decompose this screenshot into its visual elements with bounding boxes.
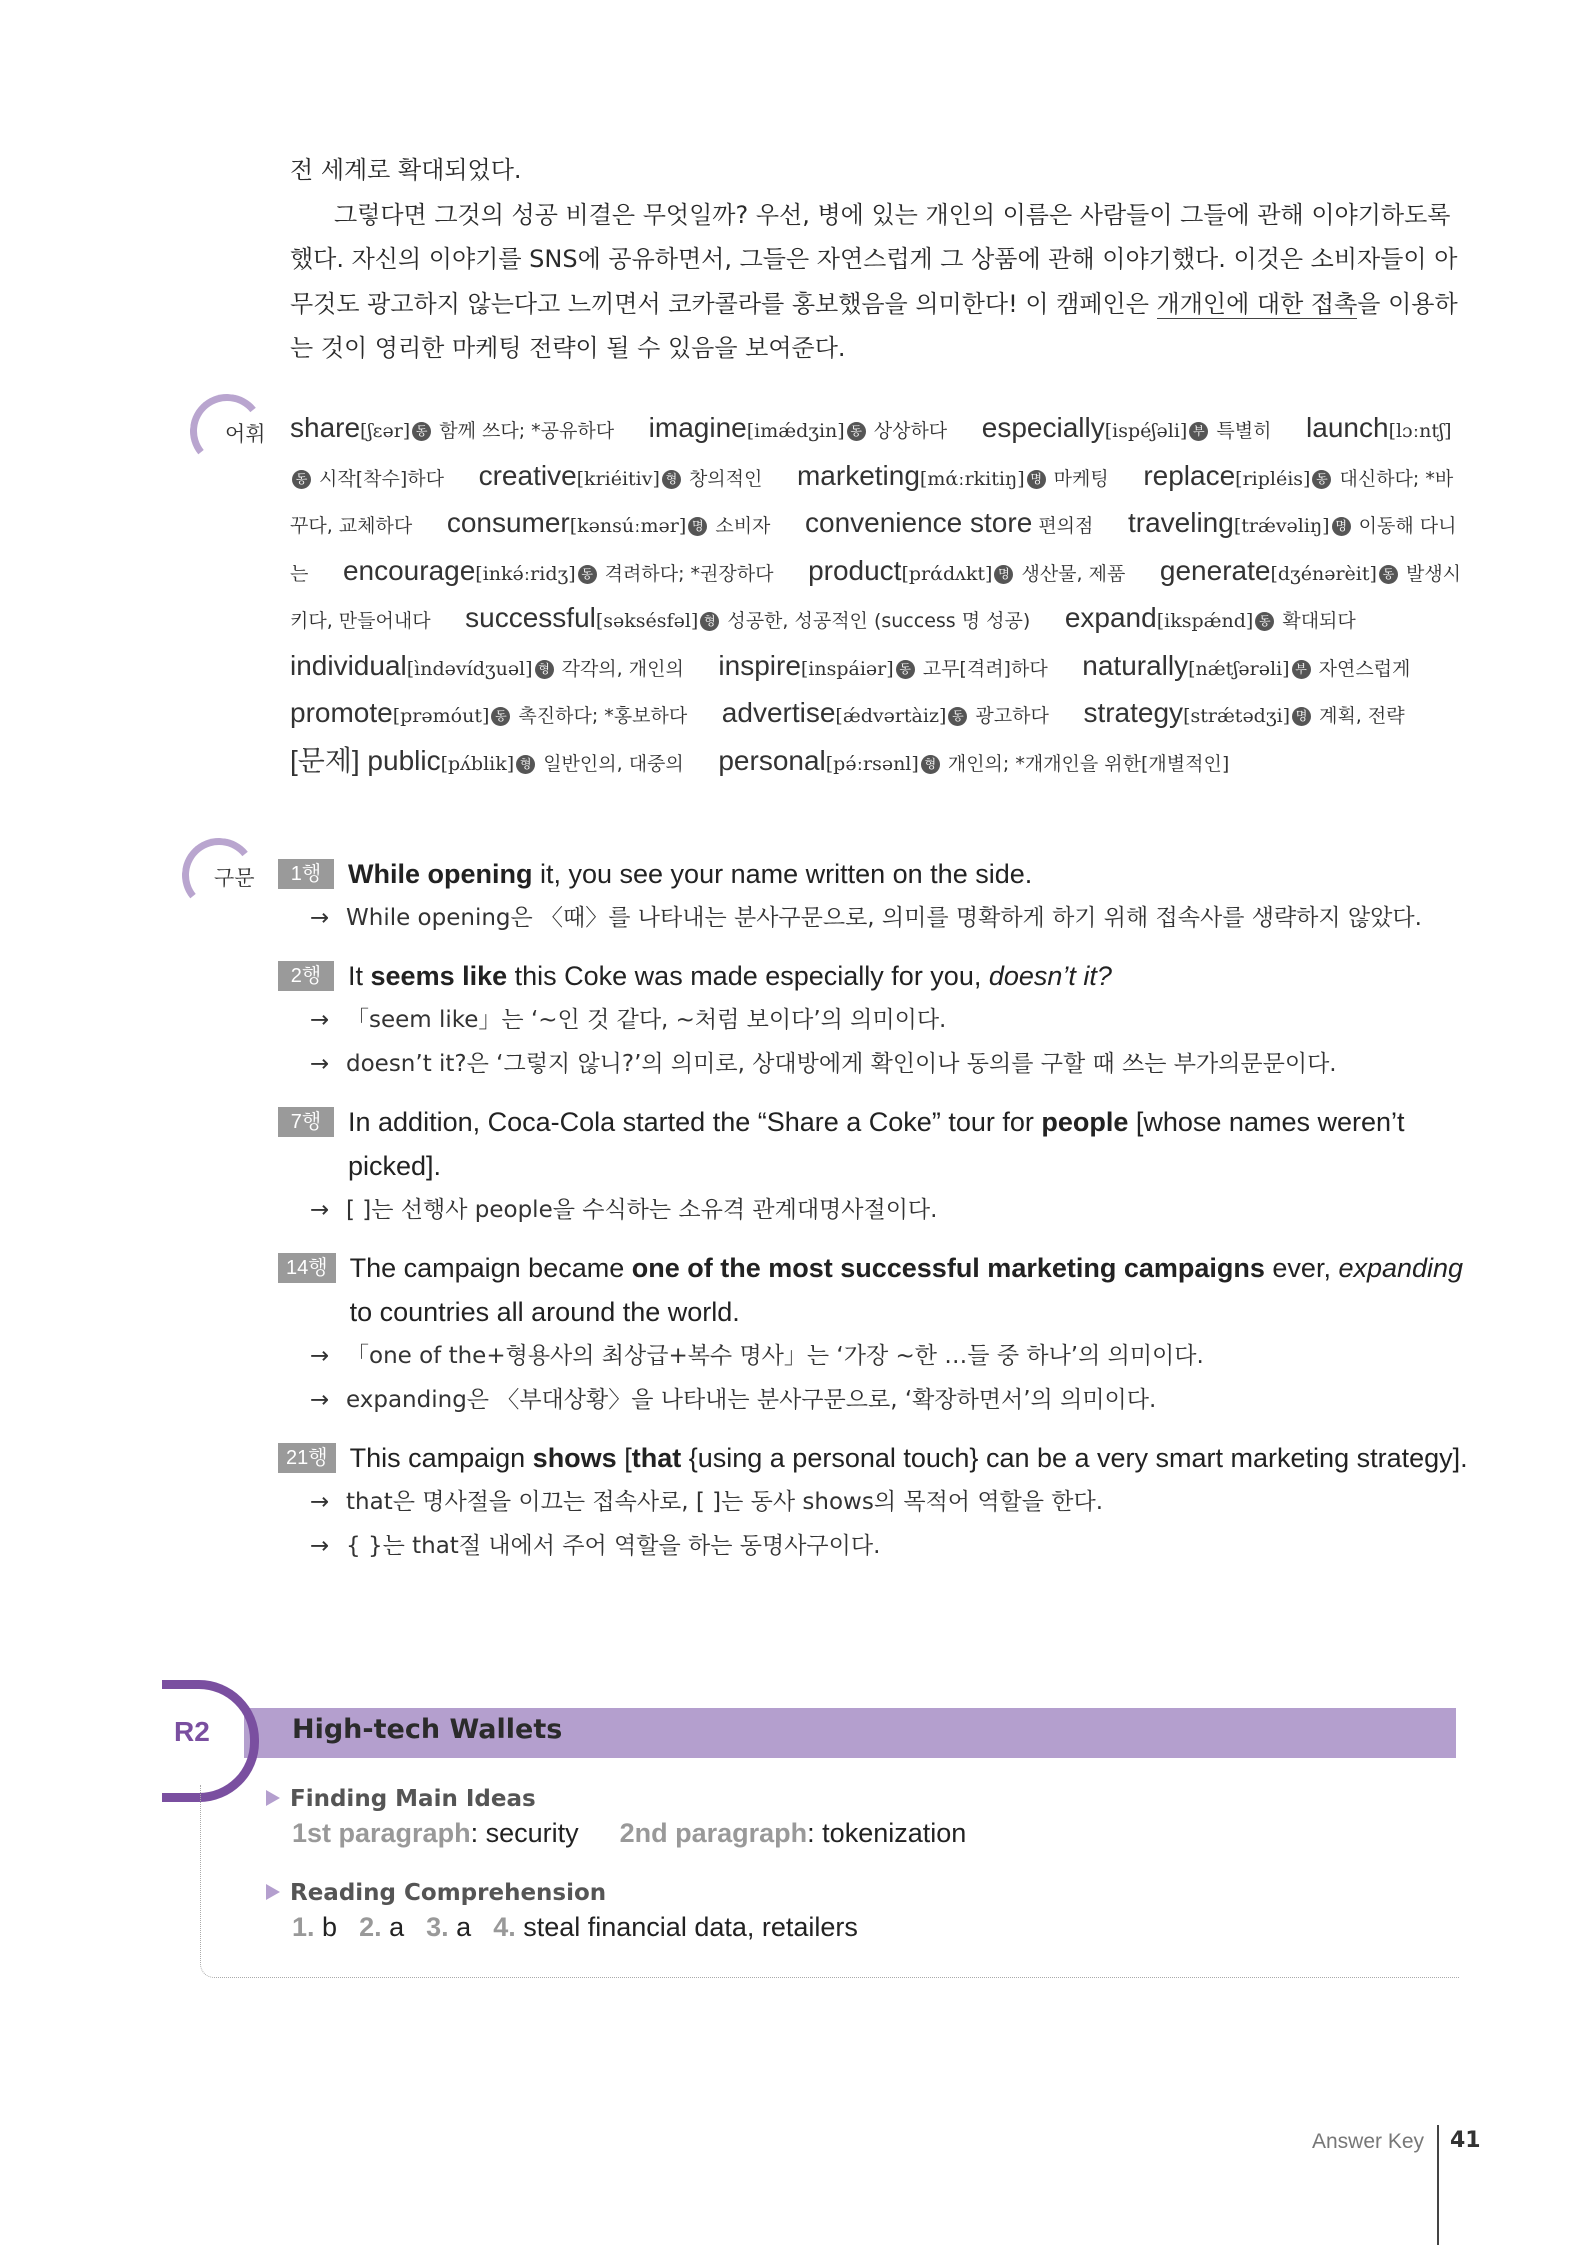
sentence-segment: In addition, Coca-Cola started the “Share a Coke” tour for — [348, 1107, 1042, 1137]
intro-text-b: 을 이용하는 것이 영리한 마케팅 전략이 될 수 있음을 보여준다. — [290, 289, 1458, 362]
vocab-word: strategy — [1083, 697, 1184, 728]
structure-block — [278, 852, 1478, 940]
reading-answers — [266, 1912, 880, 1943]
vocab-meaning: 계획, 전략 — [1313, 705, 1405, 727]
part-of-speech-badge: 동 — [491, 707, 510, 726]
line-number-badge: 2행 — [278, 961, 334, 991]
structure-sentence-row — [278, 1246, 1478, 1334]
vocab-pronunciation: [imǽdʒin] — [746, 420, 845, 442]
sentence-segment: It — [348, 961, 371, 991]
vocab-meaning: 특별히 — [1210, 420, 1272, 442]
part-of-speech-badge: 명 — [1292, 707, 1311, 726]
vocab-word: generate — [1159, 554, 1271, 586]
vocab-pronunciation: [ripléis] — [1235, 467, 1311, 490]
structure-note-text: { }는 that절 내에서 주어 역할을 하는 동명사구이다. — [346, 1533, 881, 1559]
vocab-word: individual — [290, 649, 407, 681]
vocab-item — [718, 746, 1229, 777]
part-of-speech-badge: 부 — [1189, 422, 1208, 441]
vocab-word: creative — [478, 459, 577, 491]
structure-note-text: that은 명사절을 이끄는 접속사로, [ ]는 동사 shows의 목적어 역할을 한다. — [346, 1489, 1104, 1515]
vocab-meaning: 확대되다 — [1276, 610, 1356, 632]
vocab-pronunciation: [pʌ́blik] — [440, 752, 515, 775]
vocab-item — [290, 413, 614, 444]
footer-divider — [1437, 2125, 1439, 2245]
arrow-icon: → — [310, 1051, 330, 1077]
part-of-speech-badge: 부 — [1292, 660, 1311, 679]
vocab-item — [465, 603, 1030, 634]
vocab-meaning: 격려하다; *권장하다 — [598, 562, 774, 585]
vocab-item — [343, 556, 774, 587]
vocab-pronunciation: [ispéʃəli] — [1104, 420, 1188, 442]
answer-value: a — [389, 1912, 405, 1942]
answer-number: 4. — [493, 1912, 524, 1942]
p2-label: 2nd paragraph — [619, 1818, 808, 1848]
vocab-word: share — [290, 412, 361, 443]
arrow-icon: → — [310, 1489, 330, 1515]
vocab-word: naturally — [1082, 649, 1189, 681]
structure-sentence-row — [278, 954, 1478, 998]
structure-note — [278, 1042, 1478, 1086]
example-sentence — [350, 1246, 1478, 1334]
vocab-item — [808, 556, 1125, 587]
triangle-bullet-icon — [266, 1790, 280, 1806]
reading-heading: Reading Comprehension — [290, 1880, 607, 1906]
vocab-pronunciation: [ǽdvərtàiz] — [835, 705, 947, 727]
vocab-meaning: 성공한, 성공적인 (success 명 성공) — [721, 610, 1031, 632]
page-number: 41 — [1450, 2128, 1481, 2153]
sentence-segment: seems like — [370, 961, 508, 991]
footer-answer-key: Answer Key — [1312, 2130, 1425, 2153]
part-of-speech-badge: 형 — [921, 755, 940, 774]
vocab-meaning: 자연스럽게 — [1312, 657, 1411, 680]
vocab-meaning: 마케팅 — [1047, 467, 1109, 490]
structure-note — [278, 896, 1478, 940]
intro-paragraph — [290, 148, 1470, 371]
vocab-pronunciation: [kənsúːmər] — [569, 515, 687, 537]
vocab-item — [797, 461, 1109, 492]
sentence-segment: This campaign — [349, 1443, 533, 1473]
vocab-meaning: 발생시키다, 만들어내다 — [290, 562, 1462, 632]
reading-comprehension — [266, 1880, 880, 1943]
answer-number: 1. — [292, 1912, 323, 1942]
part-of-speech-badge: 명 — [1332, 517, 1351, 536]
answer-item — [493, 1912, 858, 1942]
intro-paragraph-2 — [290, 193, 1470, 371]
vocab-word: marketing — [796, 459, 920, 491]
answer-value: steal financial data, retailers — [523, 1912, 858, 1942]
part-of-speech-badge: 명 — [1027, 470, 1046, 489]
structure-sentence-row — [278, 1100, 1478, 1188]
vocab-word: personal — [718, 744, 826, 776]
vocab-word: consumer — [446, 507, 570, 538]
structure-note — [278, 1524, 1478, 1568]
sentence-segment: one of the most successful marketing campaigns — [631, 1253, 1265, 1283]
sentence-segment: expanding — [1338, 1253, 1464, 1283]
vocab-item — [290, 651, 684, 682]
answer-number: 2. — [359, 1912, 390, 1942]
vocab-item — [290, 698, 687, 729]
p2-value: : tokenization — [807, 1818, 967, 1848]
answer-value: b — [322, 1912, 338, 1942]
structure-block — [278, 1246, 1478, 1422]
finding-heading-row — [266, 1786, 966, 1812]
vocab-word: advertise — [721, 697, 836, 728]
vocab-pronunciation: [ìndəvídʒuəl] — [406, 657, 533, 680]
structure-note — [278, 1480, 1478, 1524]
vocab-word: replace — [1143, 459, 1236, 491]
part-of-speech-badge: 동 — [948, 707, 967, 726]
arrow-icon: → — [310, 1533, 330, 1559]
sentence-segment: that — [631, 1443, 682, 1473]
sentence-segment: [whose names weren’t picked]. — [348, 1107, 1405, 1181]
vocab-meaning: 각각의, 개인의 — [555, 657, 684, 680]
vocab-word: launch — [1306, 412, 1389, 443]
vocab-pronunciation: [strǽtədʒi] — [1183, 705, 1291, 727]
vocab-pronunciation: [prάdʌkt] — [901, 562, 993, 585]
answer-number: 3. — [426, 1912, 457, 1942]
structure-note-text: doesn’t it?은 ‘그렇지 않니?’의 의미로, 상대방에게 확인이나 동의를 구할 때 쓰는 부가의문문이다. — [346, 1051, 1337, 1077]
vocab-meaning: 창의적인 — [682, 467, 763, 490]
part-of-speech-badge: 명 — [688, 517, 707, 536]
sentence-segment: [ — [616, 1443, 632, 1473]
vocab-item — [447, 508, 771, 539]
intro-text-a: 그렇다면 그것의 성공 비결은 무엇일까? 우선, 병에 있는 개인의 이름은 사람들이 그들에 관해 이야기하도록 했다. 자신의 이야기를 SNS에 공유하면서, 그들은 자연스럽게 그 상품에 관해 이야기했다. 이것은 소비자들이 아무것도 광고하지 않는다고 느끼면서 코카콜라를 홍보했음을 의미한다! 이 캠페인은 — [290, 200, 1458, 318]
vocab-meaning: 개인의; *개개인을 위한[개별적인] — [941, 752, 1230, 775]
part-of-speech-badge: 동 — [847, 422, 866, 441]
vocab-item — [479, 461, 763, 492]
vocab-section-label: 어휘 — [225, 422, 266, 446]
vocab-pronunciation: [trǽvəliŋ] — [1233, 515, 1330, 537]
answer-item — [292, 1912, 337, 1942]
part-of-speech-badge: 형 — [516, 755, 535, 774]
line-number-badge: 21행 — [278, 1443, 336, 1473]
vocab-item — [1082, 651, 1410, 682]
p1-label: 1st paragraph — [292, 1818, 471, 1848]
arrow-icon: → — [310, 1007, 330, 1033]
vocab-pronunciation: [pə́ːrsənl] — [825, 752, 919, 775]
sentence-segment: it, you see your name written on the side. — [532, 859, 1033, 889]
arrow-icon: → — [310, 1343, 330, 1369]
vocab-pronunciation: [səksésfəl] — [595, 610, 699, 632]
finding-answers — [266, 1818, 966, 1849]
vocab-pronunciation: [inspáiər] — [800, 657, 894, 680]
vocab-word: imagine — [648, 412, 747, 443]
answer-item — [359, 1912, 404, 1942]
vocab-item — [649, 413, 948, 444]
line-number-badge: 14행 — [278, 1253, 336, 1283]
vocab-item — [982, 413, 1272, 444]
structure-note — [278, 1378, 1478, 1422]
vocab-meaning: 광고하다 — [969, 705, 1049, 727]
structure-note-text: [ ]는 선행사 people을 수식하는 소유격 관계대명사절이다. — [346, 1197, 938, 1223]
vocab-pronunciation: [inkə́ːridʒ] — [475, 562, 576, 585]
arrow-icon: → — [310, 1197, 330, 1223]
structure-block — [278, 954, 1478, 1086]
line-number-badge: 7행 — [278, 1107, 334, 1137]
vocab-word: especially — [981, 412, 1105, 443]
structure-note — [278, 1334, 1478, 1378]
structure-block — [278, 1100, 1478, 1232]
p1-value: : security — [470, 1818, 579, 1848]
sentence-segment: ever, — [1264, 1253, 1339, 1283]
vocab-word: product — [808, 554, 902, 586]
sentence-segment: shows — [532, 1443, 617, 1473]
vocab-pronunciation: [mάːrkitiŋ] — [919, 467, 1025, 490]
answer-item — [426, 1912, 471, 1942]
arrow-icon: → — [310, 1387, 330, 1413]
example-sentence — [348, 1100, 1478, 1188]
part-of-speech-badge: 형 — [535, 660, 554, 679]
vocab-meaning: 생산물, 제품 — [1015, 562, 1126, 585]
part-of-speech-badge: 동 — [1255, 612, 1274, 631]
part-of-speech-badge: 명 — [994, 565, 1013, 584]
vocab-word: successful — [465, 602, 596, 633]
structure-list — [278, 852, 1478, 1582]
vocab-meaning: 소비자 — [709, 515, 771, 537]
vocab-word: [문제] public — [290, 744, 441, 776]
r2-label: R2 — [174, 1716, 210, 1747]
part-of-speech-badge: 동 — [1379, 565, 1398, 584]
vocab-pronunciation: [dʒénərèit] — [1270, 562, 1377, 585]
vocab-meaning: 고무[격려]하다 — [916, 657, 1048, 680]
r2-title: High-tech Wallets — [292, 1714, 563, 1745]
example-sentence — [348, 852, 1032, 896]
part-of-speech-badge: 형 — [662, 470, 681, 489]
vocab-word: promote — [290, 697, 393, 728]
vocab-pronunciation: [ikspǽnd] — [1156, 610, 1254, 632]
vocab-pronunciation: [nǽtʃərəli] — [1188, 657, 1290, 680]
part-of-speech-badge: 동 — [292, 470, 311, 489]
structure-block — [278, 1436, 1478, 1568]
sentence-segment: doesn’t it? — [988, 961, 1112, 991]
sentence-segment: people — [1041, 1107, 1129, 1137]
vocab-word: traveling — [1127, 507, 1234, 538]
finding-main-ideas — [266, 1786, 966, 1849]
structure-note-text: While opening은 〈때〉를 나타내는 분사구문으로, 의미를 명확하게 하기 위해 접속사를 생략하지 않았다. — [346, 905, 1422, 931]
part-of-speech-badge: 형 — [700, 612, 719, 631]
intro-underlined-phrase: 개개인에 대한 접촉 — [1156, 289, 1358, 318]
example-sentence — [350, 1436, 1468, 1480]
sentence-segment: While opening — [348, 859, 533, 889]
vocab-word: encourage — [342, 554, 476, 586]
structure-note — [278, 1188, 1478, 1232]
intro-line-1: 전 세계로 확대되었다. — [290, 156, 522, 184]
vocab-meaning: 대신하다; *바꾸다, 교체하다 — [290, 467, 1454, 537]
vocab-word: inspire — [718, 649, 801, 681]
vocab-item — [718, 651, 1047, 682]
sentence-segment: to countries all around the world. — [349, 1297, 740, 1327]
vocab-meaning: 이동해 다니는 — [290, 515, 1457, 585]
vocab-pronunciation: [prəmóut] — [392, 705, 490, 727]
structure-note-text: expanding은 〈부대상황〉을 나타내는 분사구문으로, ‘확장하면서’의 의미이다. — [346, 1387, 1157, 1413]
sentence-segment: The campaign became — [349, 1253, 632, 1283]
vocab-meaning: 촉진하다; *홍보하다 — [512, 705, 688, 727]
structure-sentence-row — [278, 852, 1478, 896]
vocab-item — [1065, 603, 1356, 634]
vocab-pronunciation: [kriéitiv] — [576, 467, 660, 490]
sentence-segment: {using a personal touch} can be a very smart marketing strategy]. — [681, 1443, 1468, 1473]
vocab-item — [290, 746, 684, 777]
arrow-icon: → — [310, 905, 330, 931]
vocab-pronunciation: [lɔːntʃ] — [1388, 420, 1452, 442]
vocab-list — [290, 406, 1470, 786]
structure-section-label: 구문 — [214, 866, 255, 890]
vocab-word: expand — [1064, 602, 1157, 633]
finding-heading: Finding Main Ideas — [290, 1786, 536, 1812]
example-sentence — [348, 954, 1112, 998]
vocab-meaning: 함께 쓰다; *공유하다 — [433, 420, 615, 442]
reading-heading-row — [266, 1880, 880, 1906]
vocab-pronunciation: [ʃɛər] — [360, 420, 411, 442]
line-number-badge: 1행 — [278, 859, 334, 889]
vocab-meaning: 일반인의, 대중의 — [537, 752, 684, 775]
vocab-meaning: 편의점 — [1032, 515, 1094, 537]
triangle-bullet-icon — [266, 1884, 280, 1900]
vocab-item — [1083, 698, 1404, 729]
structure-sentence-row — [278, 1436, 1478, 1480]
vocab-meaning: 상상하다 — [867, 420, 948, 442]
vocab-word: convenience store — [805, 507, 1033, 538]
sentence-segment: this Coke was made especially for you, — [507, 961, 989, 991]
answer-value: a — [456, 1912, 472, 1942]
part-of-speech-badge: 동 — [896, 660, 915, 679]
vocab-item — [805, 508, 1093, 539]
structure-note — [278, 998, 1478, 1042]
part-of-speech-badge: 동 — [578, 565, 597, 584]
vocab-meaning: 시작[착수]하다 — [313, 467, 444, 490]
structure-note-text: 「seem like」는 ‘~인 것 같다, ~처럼 보이다’의 의미이다. — [346, 1007, 947, 1033]
structure-note-text: 「one of the+형용사의 최상급+복수 명사」는 ‘가장 ~한 …들 중 하나’의 의미이다. — [346, 1343, 1204, 1369]
part-of-speech-badge: 동 — [1312, 470, 1331, 489]
vocab-item — [722, 698, 1049, 729]
part-of-speech-badge: 동 — [412, 422, 431, 441]
